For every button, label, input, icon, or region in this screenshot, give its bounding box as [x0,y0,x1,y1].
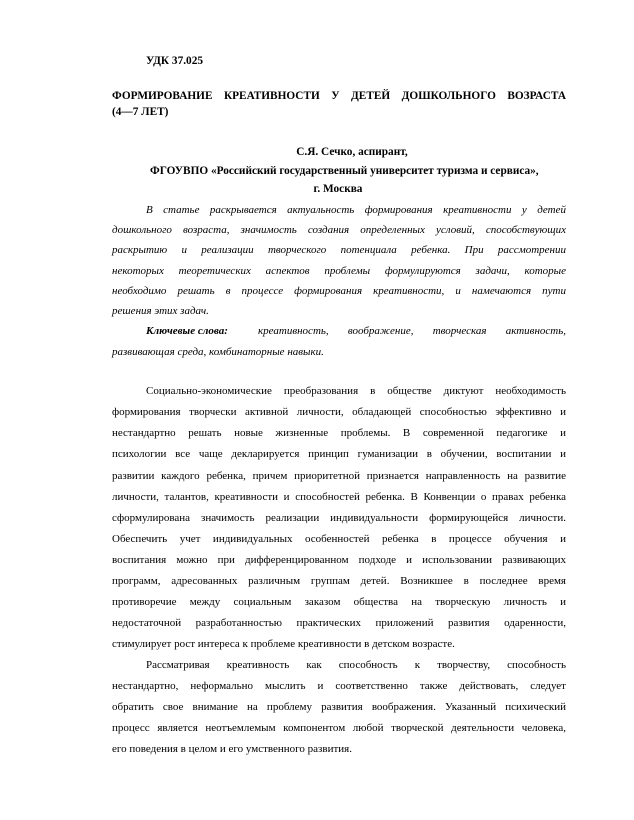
body-line: воспитания можно при дифференцированном подходе и использовании развивающих [112,554,566,566]
body-line: нестандартно, неформально мыслить и соответственно также действовать, следует [112,680,566,692]
abstract-line: В статье раскрывается актуальность формирования креативности у детей [146,204,566,216]
body-line: обратить свое внимание на проблему развития воображения. Указанный психический [112,701,566,713]
title-line-1: ФОРМИРОВАНИЕ КРЕАТИВНОСТИ У ДЕТЕЙ ДОШКОЛЬНОГО ВОЗРАСТА [112,90,566,102]
body-line: противоречие между социальным заказом общества на творческую личность и [112,596,566,608]
keywords-line: развивающая среда, комбинаторные навыки. [112,346,324,358]
body-line: нестандартно решать новые жизненные проблемы. В современной педагогике и [112,427,566,439]
body-line: развитии каждого ребенка, причем приоритетной признается направленность на развитие [112,470,566,482]
keywords-label: Ключевые слова: [146,325,228,337]
affiliation: ФГОУВПО «Российский государственный университет туризма и сервиса», [150,165,539,177]
abstract-line: необходимо решать в процессе формирования креативности, и намечаются пути [112,285,566,297]
abstract-line: некоторых теоретических аспектов проблемы формулируются задачи, которые [112,265,566,277]
abstract-line: раскрытию и реализации творческого потенциала ребенка. При рассмотрении [112,244,566,256]
body-line: Рассматривая креативность как способность к творчеству, способность [146,659,566,671]
body-line: психологии все чаще декларируется принцип гуманизации в обучении, воспитании и [112,448,566,460]
body-line: процесс является неотъемлемым компонентом любой творческой деятельности человека, [112,722,566,734]
body-line: Обеспечить учет индивидуальных особенностей ребенка в процессе обучения и [112,533,566,545]
body-line: Социально-экономические преобразования в обществе диктуют необходимость [146,385,566,397]
body-line: программ, адресованных различным группам детей. Возникшее в последнее время [112,575,566,587]
body-line: стимулирует рост интереса к проблеме креативности в детском возрасте. [112,638,455,650]
abstract-line: решения этих задач. [112,305,209,317]
city: г. Москва [313,183,363,195]
author: С.Я. Сечко, аспирант, [296,146,408,158]
body-line: сформулирована значимость реализации индивидуальности формирующейся личности. [112,512,566,524]
body-line: его поведения в целом и его умственного развития. [112,743,352,755]
body-line: личности, талантов, креативности и способностей ребенка. В Конвенции о правах ребенка [112,491,566,503]
body-line: формирования творчески активной личности, обладающей способностью эффективно и [112,406,566,418]
abstract-line: дошкольного возраста, значимость создания определенных условий, способствующих [112,224,566,236]
udk-code: УДК 37.025 [146,55,204,67]
body-line: недостаточной разработанностью практических приложений развития одаренности, [112,617,566,629]
title-line-2: (4—7 ЛЕТ) [112,106,169,118]
keywords-line: креативность, воображение, творческая активность, [258,325,566,337]
